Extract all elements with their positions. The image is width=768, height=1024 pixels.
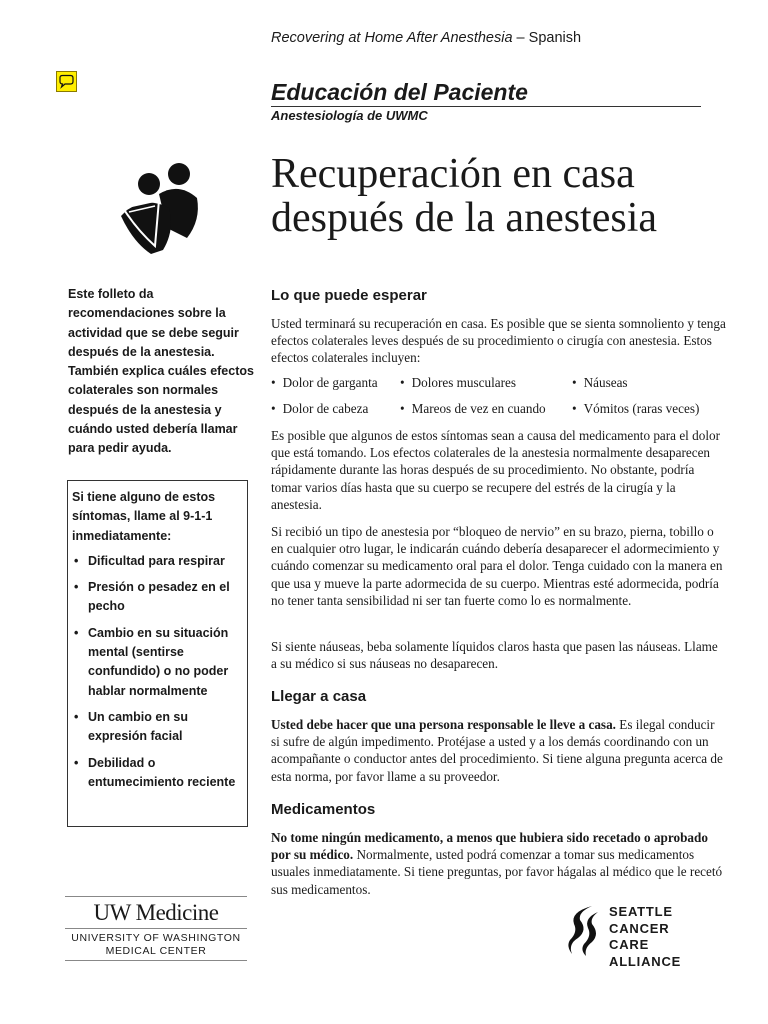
uw-medicine-line-1: UNIVERSITY OF WASHINGTON	[71, 932, 241, 944]
expect-paragraph-1: Usted terminará su recuperación en casa. Es posible que se sienta somnoliento y tenga efectos colaterales leves después de su procedimiento o cirugía con anestesia. Estos efectos colaterales incluyen:	[271, 316, 726, 366]
meds-paragraph-emphasis: No tome ningún medicamento, a menos que hubiera sido recetado o aprobado por su médico.	[271, 830, 708, 863]
uw-medicine-wordmark: UW Medicine	[93, 900, 219, 925]
scca-logo-mark	[562, 902, 602, 958]
header-language: Spanish	[528, 30, 582, 46]
section-heading-expect: Lo que puede esperar	[271, 287, 427, 304]
emergency-box-lead: Si tiene alguno de estos síntomas, llame al 9-1-1 inmediatamente:	[72, 490, 216, 543]
expect-paragraph-2: Es posible que algunos de estos síntomas sean a causa del medicamento para el dolor que está tomando. Los efectos colaterales de la anestesia normalmente desaparecen rápidamente durante las horas después de su procedimiento. No obstante, podría tomar varios días hasta que su cuerpo se recupere del estrés de la cirugía y la anestesia.	[271, 428, 720, 512]
meds-paragraph-body: Normalmente, usted podrá comenzar a tomar sus medicamentos usuales inmediatamente. Si tiene preguntas, por favor hágalas al médico que le recetó sus medicamentos.	[271, 847, 723, 897]
page-title-line-1: Recuperación en casa	[271, 151, 635, 197]
home-paragraph	[271, 716, 726, 785]
logo-rule-top	[65, 896, 247, 897]
logo-rule	[65, 928, 247, 929]
meds-paragraph	[271, 829, 726, 898]
comment-icon[interactable]	[56, 71, 77, 92]
emergency-symptom-list	[72, 552, 243, 792]
header-separator: –	[516, 30, 525, 46]
masthead-rule	[271, 106, 701, 107]
people-icon	[115, 158, 205, 258]
scca-line-3: ALLIANCE	[609, 953, 682, 969]
page-title	[271, 152, 657, 240]
scca-logo	[560, 900, 710, 969]
logo-rule-bottom	[65, 960, 247, 961]
emergency-symptom-item: • Dificultad para respirar	[74, 553, 225, 568]
expect-paragraph-3: Si recibió un tipo de anestesia por “bloqueo de nervio” en su brazo, pierna, tobillo o en cualquier otro lugar, le indicarán cuándo debería desaparecer el adormecimiento y cuándo comenzar su medicamento oral para el dolor. Tenga cuidado con la manera en que usa y mueve la parte adormecida de su cuerpo. Mientras esté adormecida, podría no tener tanta sensibilidad ni ser tan fuerte como lo es normalmente.	[271, 524, 723, 608]
department-name: Anestesiología de UWMC	[271, 108, 428, 123]
emergency-symptom-item: • Presión o pesadez en el pecho	[74, 580, 230, 614]
sidebar-intro: Este folleto da recomendaciones sobre la actividad que se debe seguir después de la anestesia. También explica cuáles efectos colaterales son normales después de la anestesia y cuándo usted debería llamar para pedir ayuda.	[68, 287, 254, 456]
scca-line-1: SEATTLE	[609, 904, 673, 919]
document-header	[271, 30, 581, 46]
uw-medicine-line-2: MEDICAL CENTER	[105, 945, 207, 957]
symptom-item: • Mareos de vez en cuando	[400, 401, 546, 416]
emergency-symptoms-box	[67, 480, 248, 827]
section-heading-home: Llegar a casa	[271, 688, 367, 705]
expect-paragraph-4: Si siente náuseas, beba solamente líquidos claros hasta que pasen las náuseas. Llame a su médico si sus náuseas no desaparecen.	[271, 639, 718, 672]
section-heading-meds: Medicamentos	[271, 801, 376, 818]
series-title: Educación del Paciente	[271, 79, 528, 105]
scca-wordmark	[609, 904, 710, 970]
header-doc-title: Recovering at Home After Anesthesia	[271, 30, 513, 46]
symptom-item: • Dolor de garganta	[271, 375, 378, 390]
emergency-symptom-item: • Cambio en su situación mental (sentirse confundido) o no poder hablar normalmente	[74, 625, 229, 698]
symptom-item: • Dolores musculares	[400, 375, 516, 390]
home-paragraph-emphasis: Usted debe hacer que una persona responsable le lleve a casa.	[271, 717, 616, 732]
symptom-item: • Vómitos (raras veces)	[572, 401, 700, 416]
home-paragraph-body: Es ilegal conducir si sufre de algún impedimento. Protéjase a usted y a los demás coordinando con un acompañante o conductor antes del procedimiento. Si tiene alguna pregunta acerca de esta norma, por favor llame a su proveedor.	[271, 717, 723, 784]
page-title-line-2: después de la anestesia	[271, 195, 658, 241]
emergency-symptom-item: • Un cambio en su expresión facial	[74, 709, 189, 744]
symptom-item: • Náuseas	[572, 375, 628, 390]
scca-line-2: CANCER CARE	[609, 920, 670, 952]
symptom-item: • Dolor de cabeza	[271, 401, 369, 416]
uw-medicine-logo	[65, 896, 247, 964]
emergency-symptom-item: • Debilidad o entumecimiento reciente	[74, 755, 236, 789]
